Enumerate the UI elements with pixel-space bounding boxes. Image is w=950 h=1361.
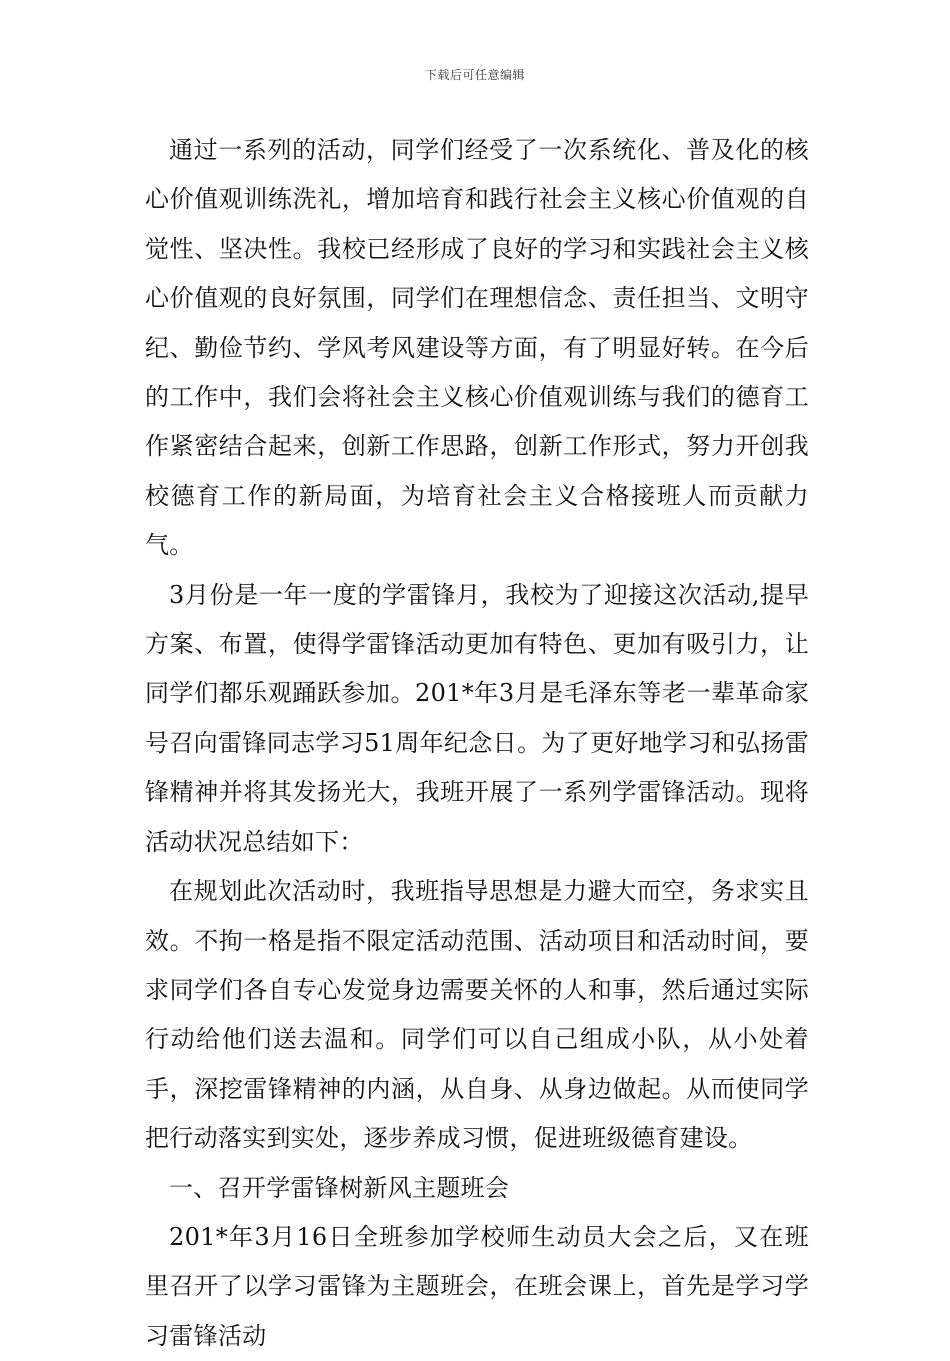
page-header: 下载后可任意编辑 [424, 68, 525, 82]
paragraph-lei-feng-month: 3月份是一年一度的学雷锋月，我校为了迎接这次活动,提早方案、布置，使得学雷锋活动更加有特色、更加有吸引力，让同学们都乐观踊跃参加。201*年3月是毛泽东等老一辈革命家号召向雷锋同志学习51周年纪念日。为了更好地学习和弘扬雷锋精神并将其发扬光大，我班开展了一系列学雷锋活动。现将活动状况总结如下： [145, 580, 809, 856]
section-heading-theme-meeting: 一、召开学雷锋树新风主题班会 [169, 1173, 510, 1202]
paragraph-guiding-principle: 在规划此次活动时，我班指导思想是力避大而空，务求实且效。不拘一格是指不限定活动范围、活动项目和活动时间，要求同学们各自专心发觉身边需要关怀的人和事，然后通过实际行动给他们送去温和。同学们可以自己组成小队，从小处着手，深挖雷锋精神的内涵，从自身、从身边做起。从而使同学把行动落实到实处，逐步养成习惯，促进班级德育建设。 [145, 877, 809, 1153]
paragraph-core-values-summary: 通过一系列的活动，同学们经受了一次系统化、普及化的核心价值观训练洗礼，增加培育和践行社会主义核心价值观的自觉性、坚决性。我校已经形成了良好的学习和实践社会主义核心价值观的良好氛围，同学们在理想信念、责任担当、文明守纪、勤俭节约、学风考风建设等方面，有了明显好转。在今后的工作中，我们会将社会主义核心价值观训练与我们的德育工作紧密结合起来，创新工作思路，创新工作形式，努力开创我校德育工作的新局面，为培育社会主义合格接班人而贡献力气。 [145, 136, 809, 560]
paragraph-meeting-details: 201*年3月16日全班参加学校师生动员大会之后，又在班里召开了以学习雷锋为主题班会，在班会课上，首先是学习学习雷锋活动 [145, 1222, 809, 1350]
document-body [145, 126, 809, 1361]
